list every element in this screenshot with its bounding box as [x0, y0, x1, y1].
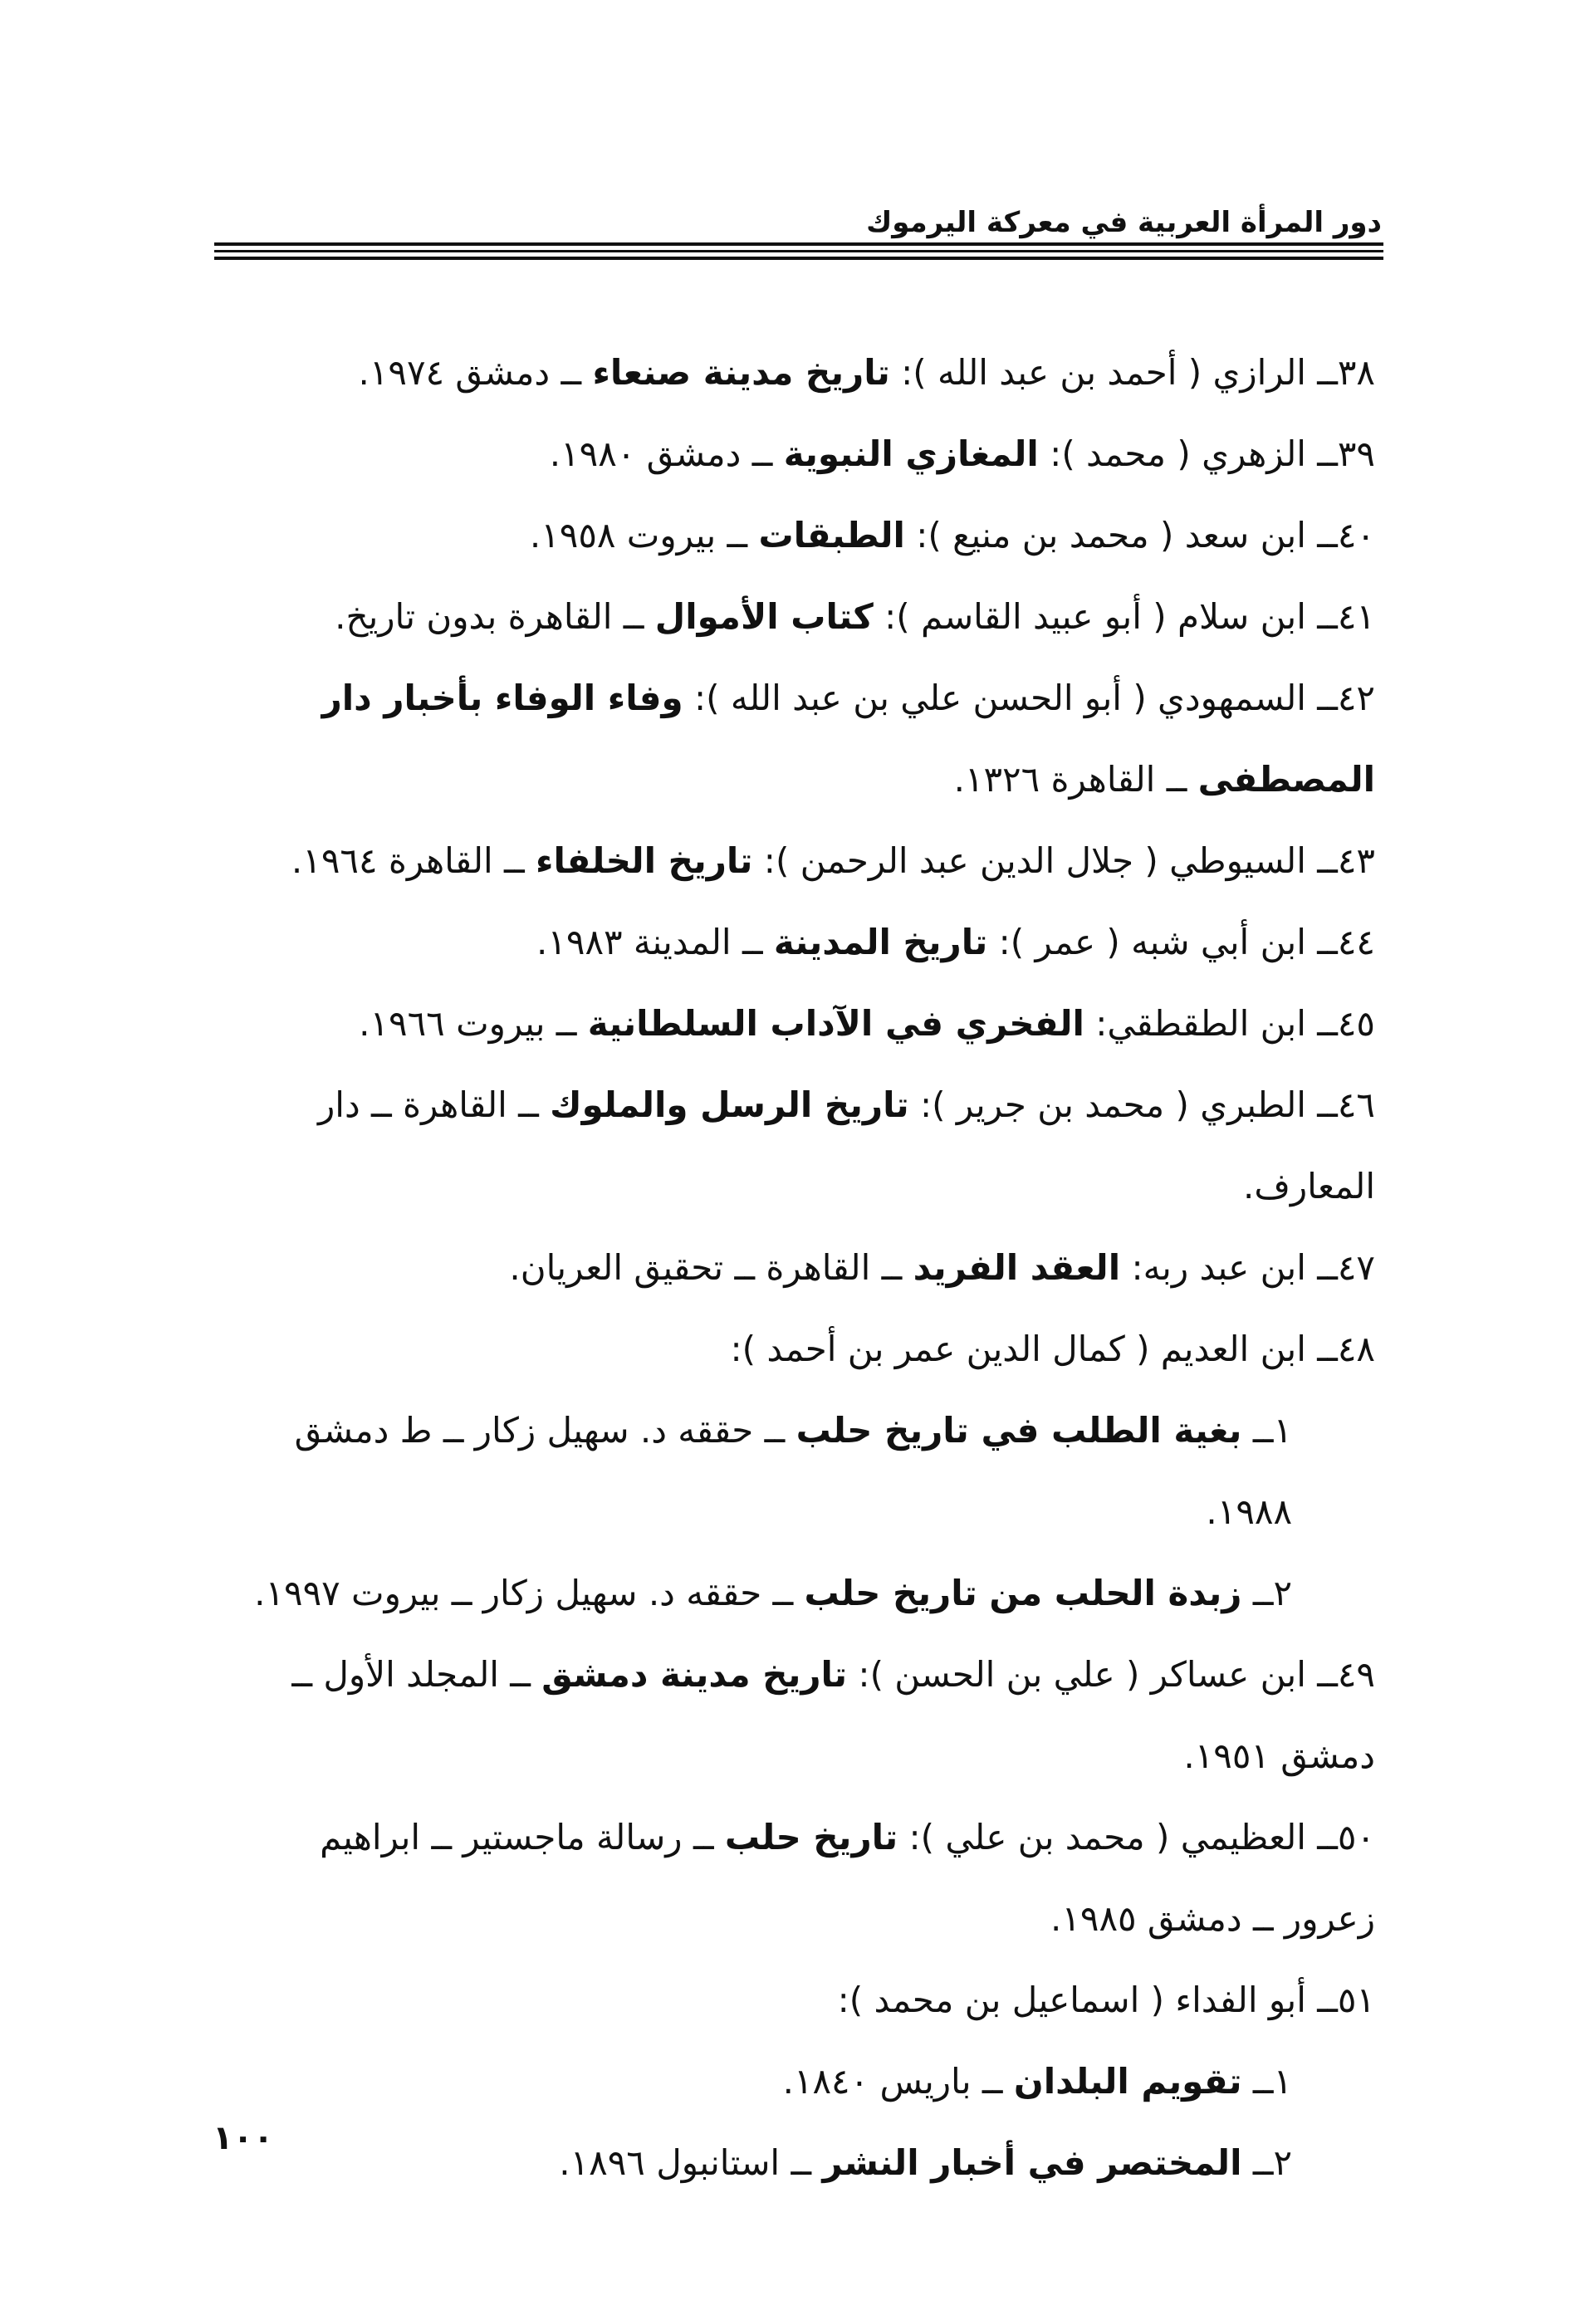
entry-publication: ــ رسالة ماجستير ــ ابراهيم زعرور ــ دمشق ١٩٨٥. — [320, 1817, 1375, 1939]
entry-publication: ــ القاهرة ــ دار المعارف. — [318, 1084, 1375, 1206]
entry-title: الفخري في الآداب السلطانية — [587, 1003, 1084, 1044]
bibliography-entry — [221, 1797, 1375, 1960]
bibliography-entry — [221, 1227, 1375, 1309]
entry-author: ٣٩ــ الزهري ( محمد ): — [1038, 433, 1375, 474]
entry-publication: ــ باريس ١٨٤٠. — [782, 2061, 1014, 2102]
bibliography-list — [221, 332, 1375, 2204]
entry-title: كتاب الأموال — [654, 596, 874, 637]
entry-author: ٤٩ــ ابن عساكر ( علي بن الحسن ): — [847, 1654, 1375, 1695]
entry-title: تقويم البلدان — [1013, 2061, 1242, 2102]
entry-publication: ــ القاهرة ١٣٢٦. — [953, 759, 1198, 800]
bibliography-entry — [221, 1309, 1375, 1390]
entry-author: ٤٣ــ السيوطي ( جلال الدين عبد الرحمن ): — [752, 840, 1375, 881]
entry-author: ١ــ — [1241, 2061, 1292, 2102]
entry-title: بغية الطلب في تاريخ حلب — [796, 1410, 1242, 1451]
entry-author: ٤٧ــ ابن عبد ربه: — [1120, 1247, 1375, 1288]
entry-publication: ــ بيروت ١٩٥٨. — [529, 515, 759, 556]
bibliography-entry — [221, 902, 1375, 983]
entry-author: ١ــ — [1241, 1410, 1292, 1451]
bibliography-entry — [221, 983, 1375, 1065]
entry-title: تاريخ مدينة صنعاء — [592, 352, 890, 393]
bibliography-entry — [221, 576, 1375, 658]
entry-title: تاريخ مدينة دمشق — [541, 1654, 848, 1695]
entry-author: ٤٢ــ السمهودي ( أبو الحسن علي بن عبد الله ): — [683, 678, 1375, 718]
header-rule — [214, 257, 1383, 260]
entry-publication: ــ القاهرة ــ تحقيق العريان. — [509, 1247, 913, 1288]
bibliography-entry — [221, 1960, 1375, 2041]
entry-title: وفاء الوفاء بأخبار دار المصطفى — [321, 678, 1375, 800]
bibliography-entry — [221, 820, 1375, 902]
entry-publication: ــ القاهرة ١٩٦٤. — [291, 840, 536, 881]
entry-title: المغازي النبوية — [783, 433, 1039, 474]
bibliography-sub-entry — [221, 2122, 1375, 2204]
entry-author: ٤٤ــ ابن أبي شبه ( عمر ): — [987, 922, 1375, 962]
entry-title: العقد الفريد — [913, 1247, 1121, 1288]
bibliography-entry — [221, 332, 1375, 414]
bibliography-entry — [221, 495, 1375, 576]
entry-author: ٤٦ــ الطبري ( محمد بن جرير ): — [908, 1084, 1375, 1125]
entry-author: ٢ــ — [1241, 2142, 1292, 2183]
entry-title: تاريخ الخلفاء — [536, 840, 753, 881]
bibliography-sub-entry — [221, 1553, 1375, 1634]
entry-title: تاريخ الرسل والملوك — [550, 1084, 909, 1125]
entry-publication: ــ استانبول ١٨٩٦. — [559, 2142, 823, 2183]
entry-author: ٤١ــ ابن سلام ( أبو عبيد القاسم ): — [873, 596, 1375, 637]
entry-publication: ــ المدينة ١٩٨٣. — [536, 922, 774, 962]
entry-title: زبدة الحلب من تاريخ حلب — [804, 1573, 1242, 1613]
entry-title: المختصر في أخبار النشر — [822, 2142, 1242, 2183]
entry-title: الطبقات — [758, 515, 905, 556]
running-header: دور المرأة العربية في معركة اليرموك — [866, 206, 1382, 239]
entry-publication: ــ حققه د. سهيل زكار ــ ط دمشق ١٩٨٨. — [294, 1410, 1292, 1532]
entry-title: تاريخ المدينة — [773, 922, 988, 962]
entry-publication: ــ القاهرة بدون تاريخ. — [335, 596, 655, 637]
entry-publication: ــ المجلد الأول ــ دمشق ١٩٥١. — [291, 1654, 1375, 1776]
entry-publication: ــ بيروت ١٩٦٦. — [359, 1003, 588, 1044]
bibliography-sub-entry — [221, 1390, 1375, 1553]
entry-publication: ــ دمشق ١٩٨٠. — [549, 433, 784, 474]
page-number: ١٠٠ — [213, 2119, 274, 2157]
bibliography-entry — [221, 1634, 1375, 1797]
entry-title: تاريخ حلب — [724, 1817, 898, 1857]
bibliography-entry — [221, 658, 1375, 820]
entry-author: ٣٨ــ الرازي ( أحمد بن عبد الله ): — [889, 352, 1375, 393]
entry-publication: ــ حققه د. سهيل زكار ــ بيروت ١٩٩٧. — [254, 1573, 805, 1613]
entry-author: ٢ــ — [1241, 1573, 1292, 1613]
entry-author: ٥٠ــ العظيمي ( محمد بن علي ): — [898, 1817, 1375, 1857]
header-rule — [214, 242, 1383, 246]
entry-publication: ــ دمشق ١٩٧٤. — [358, 352, 593, 393]
bibliography-entry — [221, 1065, 1375, 1227]
bibliography-entry — [221, 414, 1375, 495]
entry-author: ٤٨ــ ابن العديم ( كمال الدين عمر بن أحمد ): — [730, 1329, 1375, 1369]
entry-author: ٤٥ــ ابن الطقطقي: — [1084, 1003, 1375, 1044]
bibliography-sub-entry — [221, 2041, 1375, 2122]
entry-author: ٥١ــ أبو الفداء ( اسماعيل بن محمد ): — [837, 1980, 1375, 2020]
header-rule — [214, 250, 1383, 252]
entry-author: ٤٠ــ ابن سعد ( محمد بن منيع ): — [904, 515, 1375, 556]
